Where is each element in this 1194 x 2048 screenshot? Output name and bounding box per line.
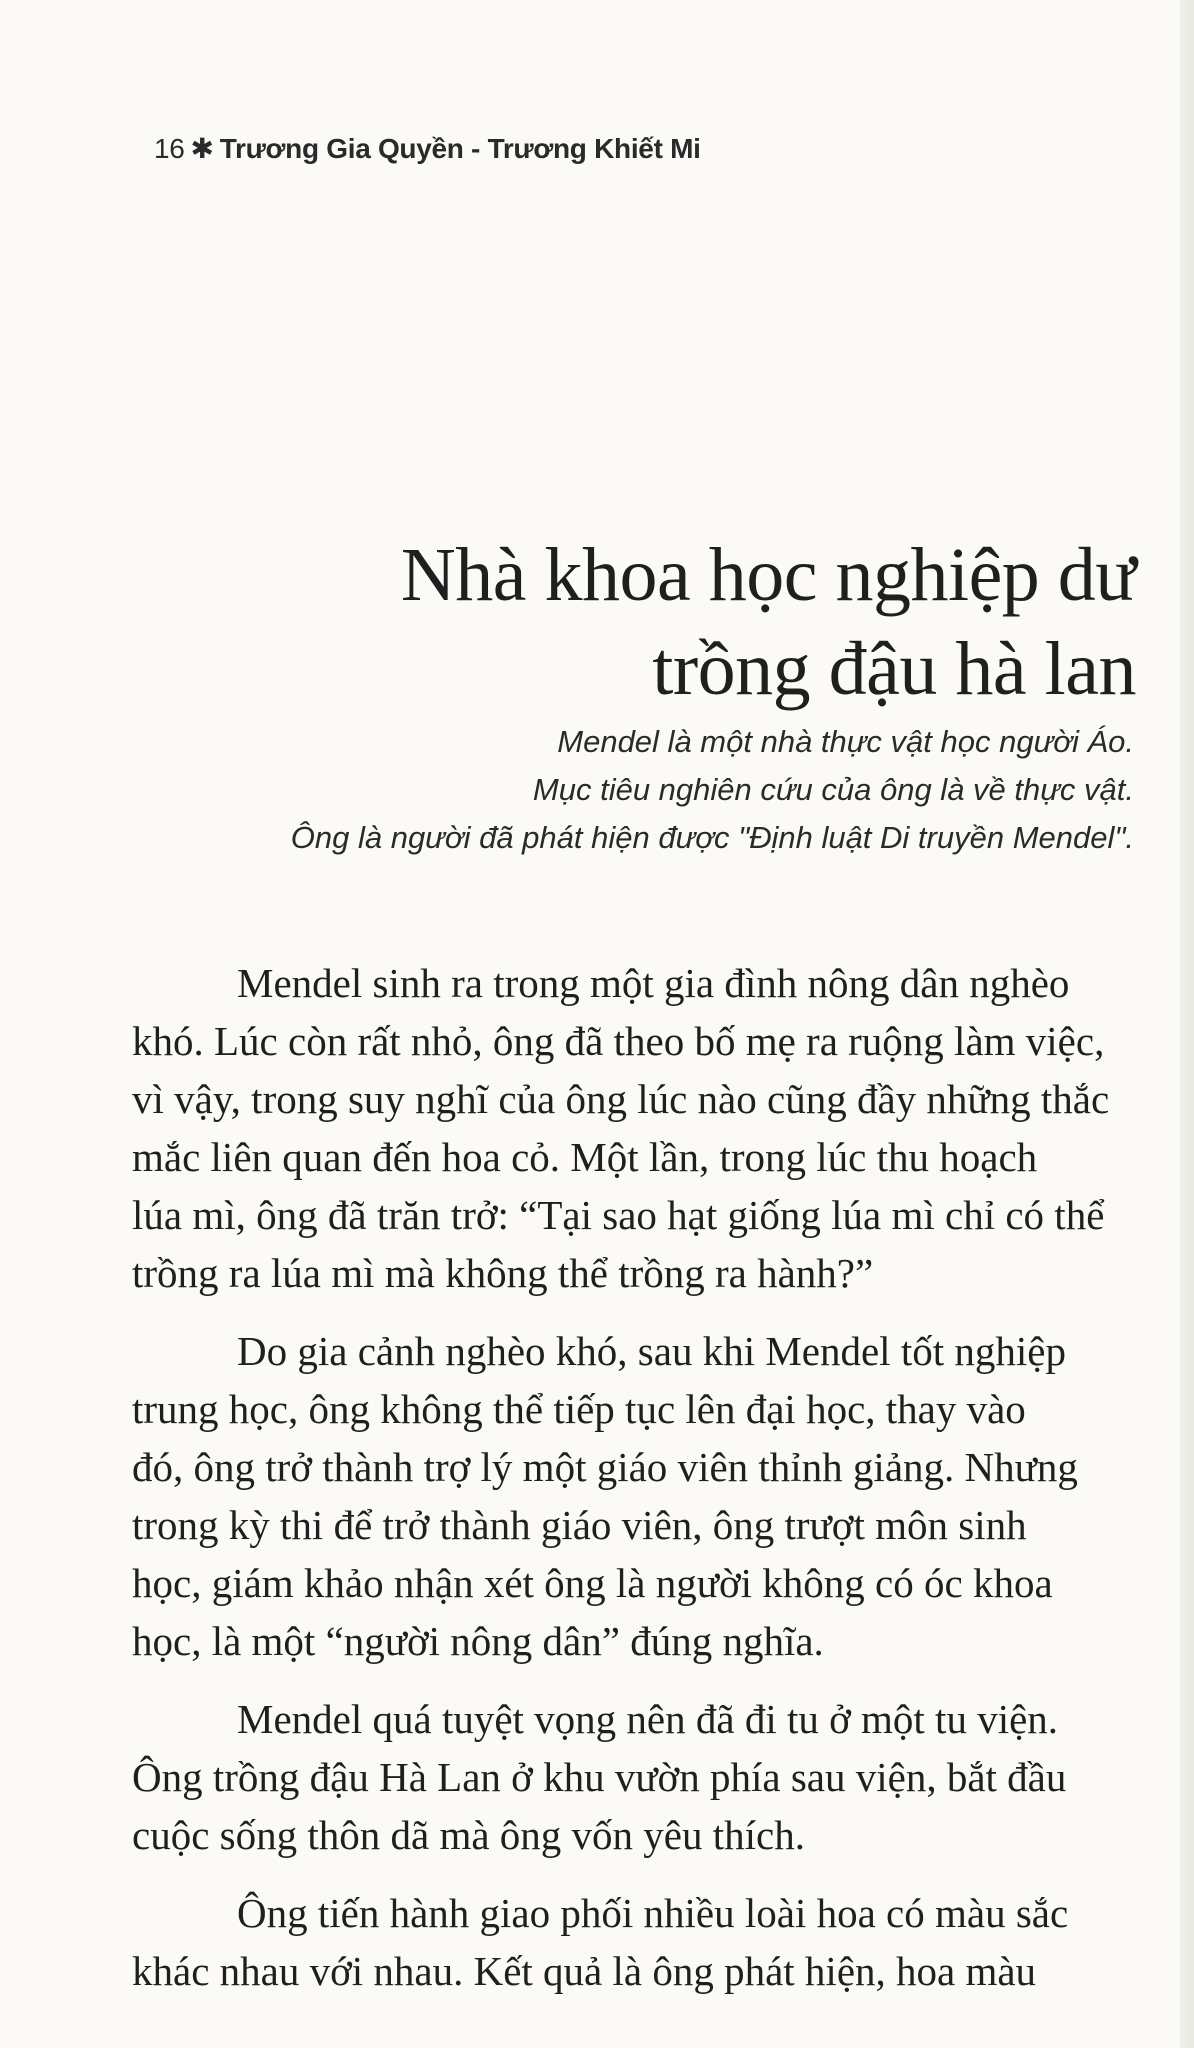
page-number: 16 bbox=[154, 133, 185, 164]
text-line: khác nhau với nhau. Kết quả là ông phát hiện, hoa màu bbox=[132, 1948, 1037, 1994]
text-line: trung học, ông không thể tiếp tục lên đại học, thay vào bbox=[132, 1386, 1026, 1432]
text-line: học, là một “người nông dân” đúng nghĩa. bbox=[132, 1618, 824, 1664]
summary-line: Ông là người đã phát hiện được "Định luật Di truyền Mendel". bbox=[290, 820, 1134, 855]
page-edge bbox=[1180, 0, 1194, 2048]
chapter-title-line-1: Nhà khoa học nghiệp dư bbox=[400, 533, 1136, 617]
body-text bbox=[132, 954, 1138, 2020]
text-line: vì vậy, trong suy nghĩ của ông lúc nào cũng đầy những thắc bbox=[132, 1076, 1110, 1122]
asterisk-separator-icon: ✱ bbox=[190, 133, 214, 164]
paragraph bbox=[132, 1884, 1138, 2000]
text-line: lúa mì, ông đã trăn trở: “Tại sao hạt giống lúa mì chỉ có thể bbox=[132, 1192, 1105, 1238]
text-line: đó, ông trở thành trợ lý một giáo viên thỉnh giảng. Nhưng bbox=[132, 1444, 1078, 1490]
text-line: trong kỳ thi để trở thành giáo viên, ông trượt môn sinh bbox=[132, 1502, 1027, 1548]
paragraph bbox=[132, 954, 1138, 1302]
text-line: mắc liên quan đến hoa cỏ. Một lần, trong lúc thu hoạch bbox=[132, 1134, 1038, 1180]
text-line: Mendel sinh ra trong một gia đình nông dân nghèo bbox=[237, 960, 1070, 1006]
text-line: Ông trồng đậu Hà Lan ở khu vườn phía sau viện, bắt đầu bbox=[132, 1754, 1067, 1800]
text-line: Do gia cảnh nghèo khó, sau khi Mendel tốt nghiệp bbox=[237, 1328, 1066, 1374]
running-header bbox=[154, 132, 701, 165]
text-line: Mendel quá tuyệt vọng nên đã đi tu ở một tu viện. bbox=[237, 1696, 1059, 1742]
text-line: Ông tiến hành giao phối nhiều loài hoa có màu sắc bbox=[237, 1890, 1069, 1936]
text-line: học, giám khảo nhận xét ông là người không có óc khoa bbox=[132, 1560, 1053, 1606]
chapter-title-line-2: trồng đậu hà lan bbox=[652, 627, 1136, 711]
text-line: cuộc sống thôn dã mà ông vốn yêu thích. bbox=[132, 1812, 805, 1858]
chapter-title bbox=[401, 528, 1136, 716]
chapter-summary bbox=[291, 718, 1134, 862]
paragraph bbox=[132, 1322, 1138, 1670]
header-authors: Trương Gia Quyền - Trương Khiết Mi bbox=[219, 133, 701, 164]
summary-line: Mục tiêu nghiên cứu của ông là về thực vật. bbox=[532, 772, 1134, 807]
text-line: khó. Lúc còn rất nhỏ, ông đã theo bố mẹ ra ruộng làm việc, bbox=[132, 1018, 1105, 1064]
paragraph bbox=[132, 1690, 1138, 1864]
summary-line: Mendel là một nhà thực vật học người Áo. bbox=[557, 724, 1134, 759]
text-line: trồng ra lúa mì mà không thể trồng ra hành?” bbox=[132, 1250, 874, 1296]
